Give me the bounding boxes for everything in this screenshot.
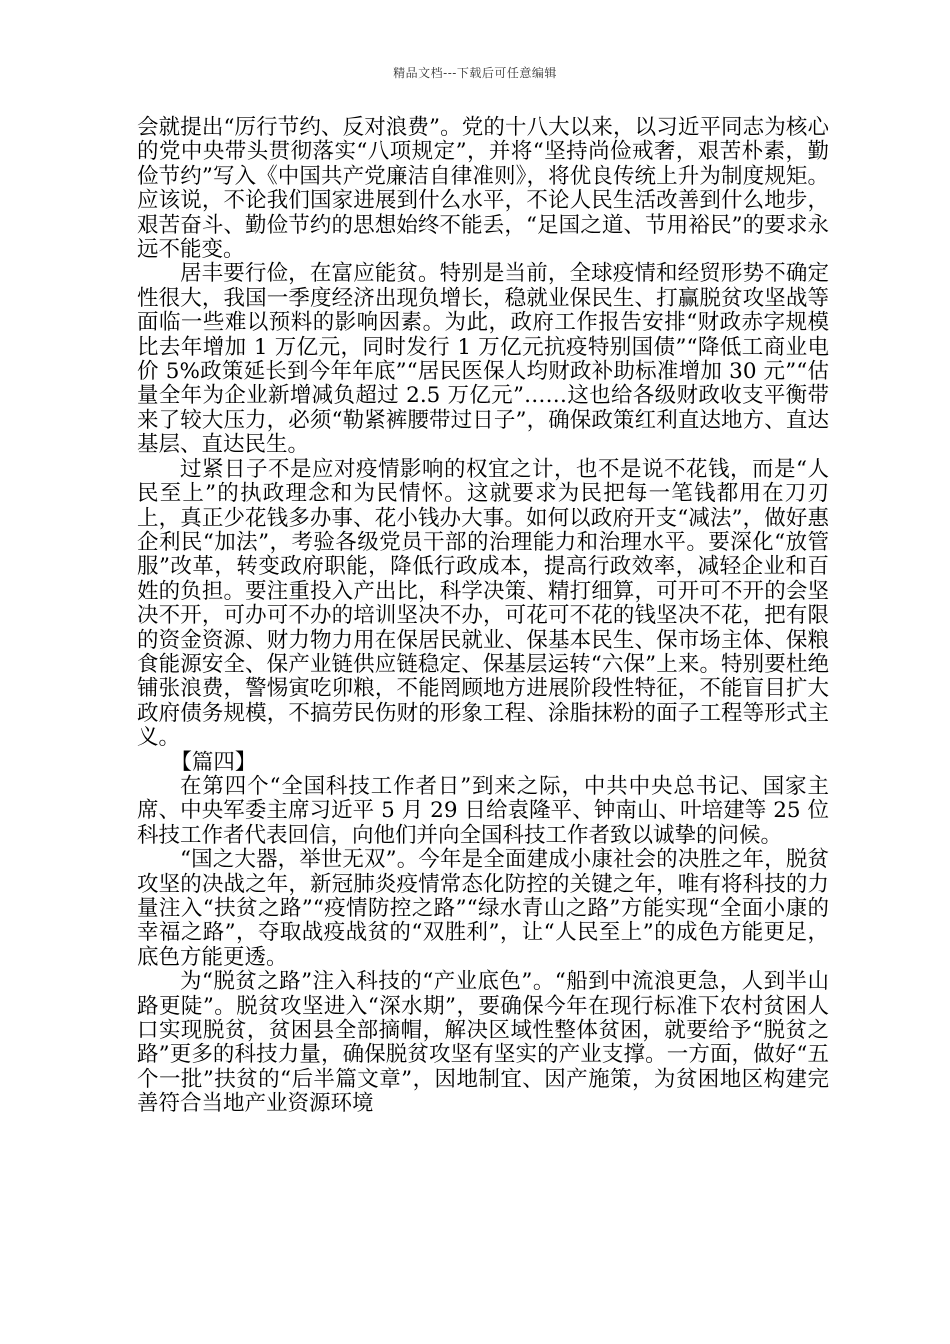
paragraph: 居丰要行俭，在富应能贫。特别是当前，全球疫情和经贸形势不确定性很大，我国一季度经济出现负增长，稳就业保民生、打赢脱贫攻坚战等面临一些难以预料的影响因素。为此，政府工作报告安排“财政赤字规模比去年增加 1 万亿元，同时发行 1 万亿元抗疫特别国债”“降低工商业电价 5%政策延长到今年年底”“居民医保人均财政补助标准增加 30 元”“估量全年为企业新增减负超过 2.5 万亿元”……这也给各级财政收支平衡带来了较大压力，必须“勒紧裤腰带过日子”，确保政策红利直达地方、直达基层、直达民生。 <box>137 261 829 458</box>
paragraph: 在第四个“全国科技工作者日”到来之际，中共中央总书记、国家主席、中央军委主席习近平 5 月 29 日给袁隆平、钟南山、叶培建等 25 位科技工作者代表回信，向他们并向全国科技工作者致以诚挚的问候。 <box>137 773 829 848</box>
section-heading: 【篇四】 <box>170 749 257 775</box>
page-header: 精品文档---下载后可任意编辑 <box>393 66 557 80</box>
paragraph: 为“脱贫之路”注入科技的“产业底色”。“船到中流浪更急，人到半山路更陡”。脱贫攻坚进入“深水期”，要确保今年在现行标准下农村贫困人口实现脱贫，贫困县全部摘帽，解决区域性整体贫困，就要给予“脱贫之路”更多的科技力量，确保脱贫攻坚有坚实的产业支撑。一方面，做好“五个一批”扶贫的“后半篇文章”，因地制宜、因产施策，为贫困地区构建完善符合当地产业资源环境 <box>137 969 829 1117</box>
document-body <box>137 116 829 1117</box>
paragraph: “国之大器，举世无双”。今年是全面建成小康社会的决胜之年，脱贫攻坚的决战之年，新冠肺炎疫情常态化防控的关键之年，唯有将科技的力量注入“扶贫之路”“疫情防控之路”“绿水青山之路”方能实现“全面小康的幸福之路”，夺取战疫战贫的“双胜利”，让“人民至上”的成色方能更足，底色方能更透。 <box>137 847 829 970</box>
paragraph-continuation: 会就提出“厉行节约、反对浪费”。党的十八大以来，以习近平同志为核心的党中央带头贯彻落实“八项规定”，并将“坚持尚俭戒奢，艰苦朴素，勤俭节约”写入《中国共产党廉洁自律准则》，将优良传统上升为制度规矩。应该说，不论我们国家进展到什么水平，不论人民生活改善到什么地步，艰苦奋斗、勤俭节约的思想始终不能丢，“足国之道、节用裕民”的要求永远不能变。 <box>137 115 829 263</box>
paragraph: 过紧日子不是应对疫情影响的权宜之计，也不是说不花钱，而是“人民至上”的执政理念和为民情怀。这就要求为民把每一笔钱都用在刀刃上，真正少花钱多办事、花小钱办大事。如何以政府开支“减法”，做好惠企利民“加法”，考验各级党员干部的治理能力和治理水平。要深化“放管服”改革，转变政府职能，降低行政成本，提高行政效率，减轻企业和百姓的负担。要注重投入产出比，科学决策、精打细算，可开可不开的会坚决不开，可办可不办的培训坚决不办，可花可不花的钱坚决不花，把有限的资金资源、财力物力用在保居民就业、保基本民生、保市场主体、保粮食能源安全、保产业链供应链稳定、保基层运转“六保”上来。特别要杜绝铺张浪费，警惕寅吃卯粮，不能罔顾地方进展阶段性特征，不能盲目扩大政府债务规模，不搞劳民伤财的形象工程、涂脂抹粉的面子工程等形式主义。 <box>137 456 829 751</box>
